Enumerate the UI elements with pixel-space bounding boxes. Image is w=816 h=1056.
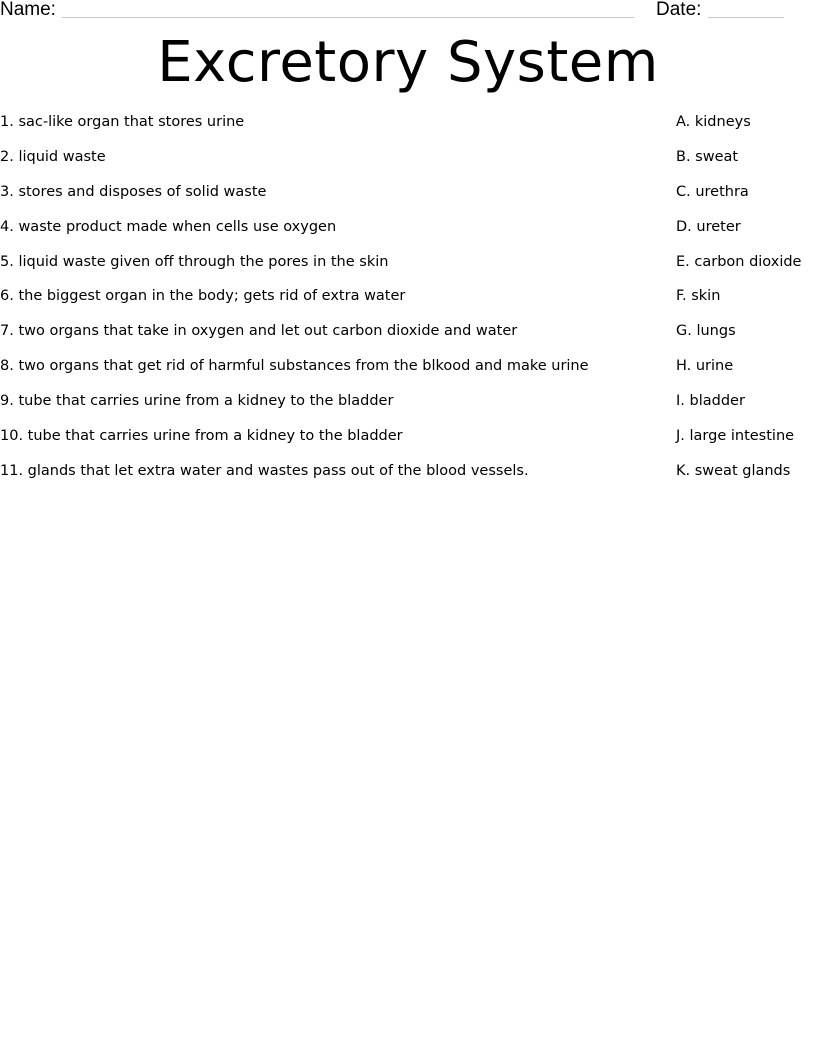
clue-item: 8. two organs that get rid of harmful substances from the blkood and make urine <box>0 358 589 375</box>
answer-item: A. kidneys <box>676 114 751 130</box>
clue-item: 3. stores and disposes of solid waste <box>0 183 267 200</box>
answer-item: C. urethra <box>676 183 749 200</box>
clue-item: 7. two organs that take in oxygen and let out carbon dioxide and water <box>0 323 518 340</box>
answer-item: H. urine <box>676 358 734 375</box>
answer-item: E. carbon dioxide <box>676 253 802 270</box>
clue-item: 10. tube that carries urine from a kidney to the bladder <box>0 428 403 445</box>
page-title: Excretory System <box>157 30 659 95</box>
name-label: Name: <box>0 0 56 20</box>
clue-item: 1. sac-like organ that stores urine <box>0 114 245 130</box>
clue-item: 11. glands that let extra water and wastes pass out of the blood vessels. <box>0 462 529 479</box>
clue-item: 9. tube that carries urine from a kidney to the bladder <box>0 393 394 410</box>
answer-item: G. lungs <box>676 323 736 340</box>
date-label: Date: <box>656 0 702 20</box>
name-blank-line[interactable] <box>62 17 634 18</box>
answer-list <box>676 111 816 495</box>
clue-item: 5. liquid waste given off through the pores in the skin <box>0 253 389 270</box>
clue-item: 2. liquid waste <box>0 148 106 165</box>
header-row <box>0 0 816 24</box>
answer-item: I. bladder <box>676 393 745 410</box>
date-blank-line[interactable] <box>708 17 784 18</box>
clue-list <box>0 111 640 495</box>
answer-item: F. skin <box>676 288 721 305</box>
answer-item: J. large intestine <box>676 428 795 445</box>
answer-item: B. sweat <box>676 148 739 165</box>
answer-item: K. sweat glands <box>676 462 791 479</box>
clue-item: 4. waste product made when cells use oxygen <box>0 218 337 235</box>
answer-item: D. ureter <box>676 218 741 235</box>
clue-item: 6. the biggest organ in the body; gets rid of extra water <box>0 288 406 305</box>
